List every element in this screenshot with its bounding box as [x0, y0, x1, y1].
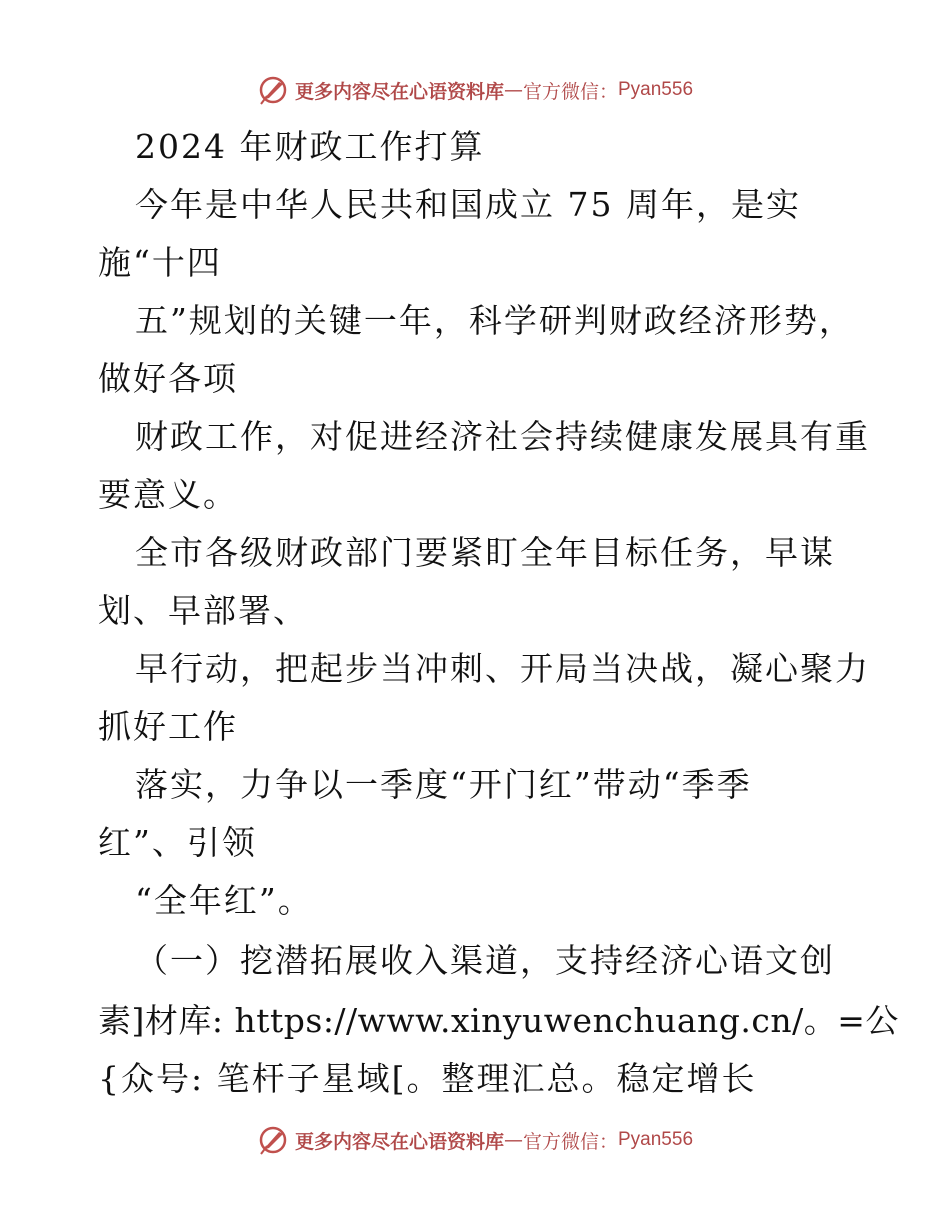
paragraph-line: （一）挖潜拓展收入渠道，支持经济心语文创	[135, 941, 835, 980]
paragraph-line: 素]材库: https://www.xinyuwenchuang.cn/。=公	[98, 1001, 899, 1040]
paragraph-line: 落实，力争以一季度“开门红”带动“季季	[135, 765, 752, 804]
paragraph-line: 施“十四	[98, 243, 222, 282]
watermark-separator: —	[503, 79, 523, 101]
paragraph-line: 今年是中华人民共和国成立 75 周年，是实	[135, 185, 801, 224]
footer-watermark	[0, 1120, 950, 1160]
paragraph-line: 财政工作，对促进经济社会持续健康发展具有重	[135, 417, 870, 456]
paragraph-line: “全年红”。	[135, 881, 313, 920]
paragraph-line: 早行动，把起步当冲刺、开局当决战，凝心聚力	[135, 649, 870, 688]
paragraph-line: 抓好工作	[98, 707, 238, 746]
watermark-wechat-label: 官方微信：	[522, 80, 618, 103]
watermark-site-text: 更多内容尽在心语资料库	[294, 80, 504, 103]
paragraph-line: 五”规划的关键一年，科学研判财政经济形势，	[135, 301, 854, 340]
document-title: 2024 年财政工作打算	[135, 127, 485, 166]
watermark-wechat-id: Pyan556	[618, 79, 694, 100]
watermark-separator: —	[503, 1129, 523, 1151]
paragraph-line: 全市各级财政部门要紧盯全年目标任务，早谋	[135, 533, 835, 572]
watermark-site-text: 更多内容尽在心语资料库	[294, 1130, 504, 1153]
watermark-wechat-id: Pyan556	[618, 1129, 694, 1150]
paragraph-line: 红”、引领	[98, 823, 257, 862]
paragraph-line: 要意义。	[98, 475, 238, 514]
paragraph-line: 做好各项	[98, 359, 238, 398]
paragraph-line: {众号: 笔杆子星域[。整理汇总。稳定增长	[98, 1059, 757, 1098]
watermark-wechat-label: 官方微信：	[522, 1130, 618, 1153]
feather-pen-logo-icon	[257, 1124, 289, 1156]
paragraph-line: 划、早部署、	[98, 591, 308, 630]
